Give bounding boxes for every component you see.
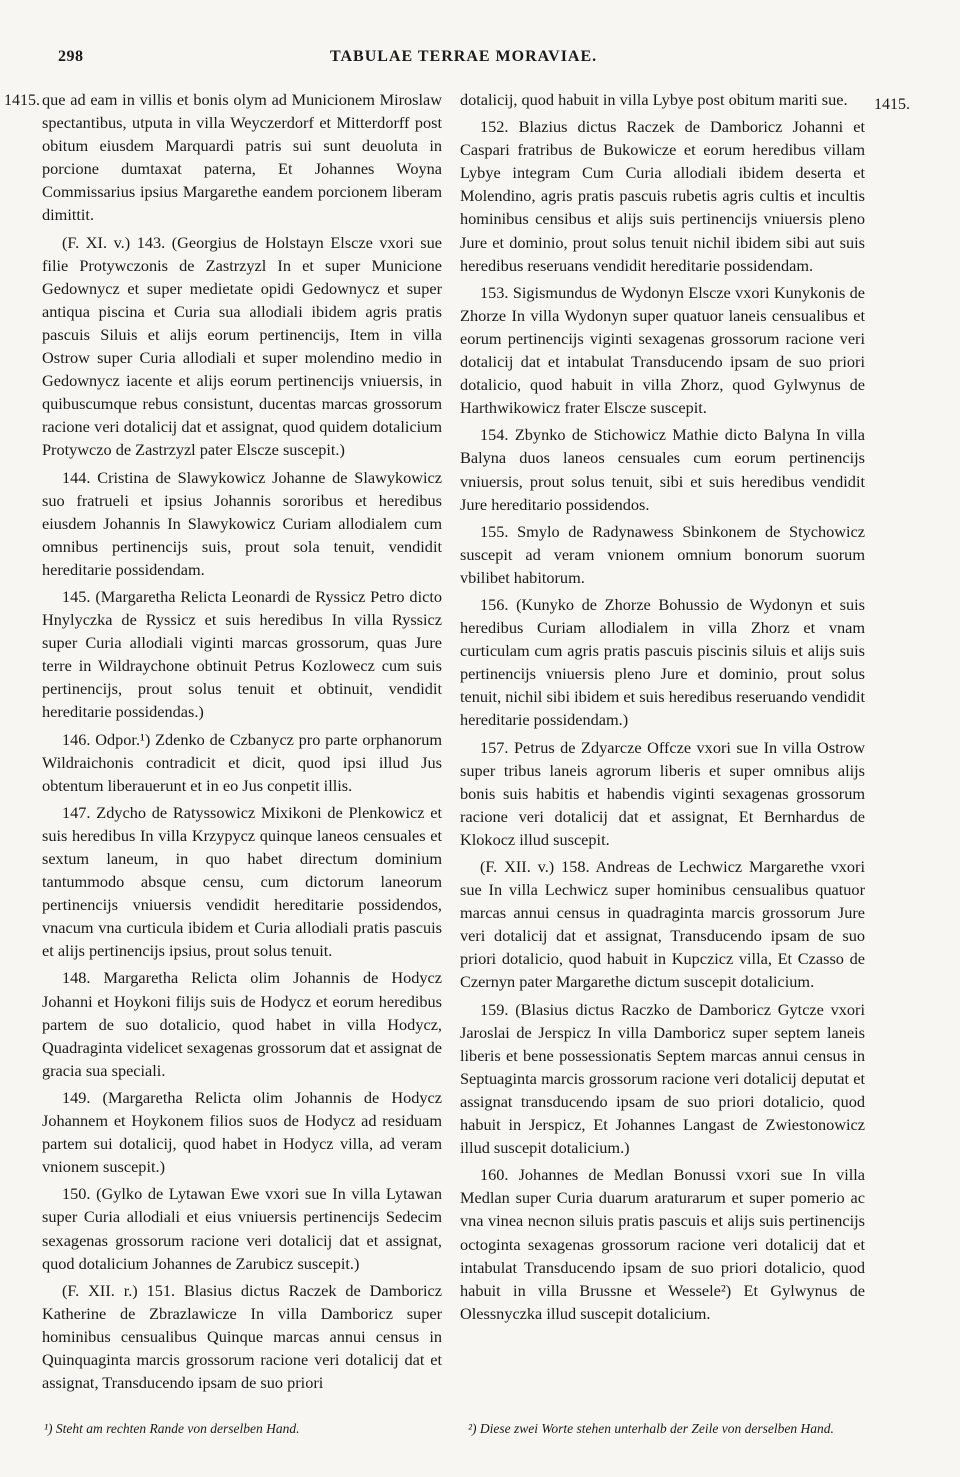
entry-paragraph: 145. (Margaretha Relicta Leonardi de Ryssicz Petro dicto Hnylyczka de Ryssicz et suis heredibus In villa Ryssicz super Curia allodiali viginti marcas grossorum, quas Jure terre in Wildraychone obtinuit Petrus Kozlowecz cum suis pertinencijs, prout solus tenuit et obtinuit, vendidit hereditarie possidendas.) — [42, 586, 442, 722]
entry-paragraph: 147. Zdycho de Ratyssowicz Mixikoni de Plenkowicz et suis heredibus In villa Krzypycz quinque laneos censuales et sextum laneum, in quo habet directum dominium tantummodo absque censu, cum dictorum laneorum pertinencijs vniuersis vendidit hereditarie possidendos, vnacum vna curticula ibidem et Curia allodiali pratis pascuis et alijs pertinencijs ipsius, prout solus tenuit. — [42, 802, 442, 961]
entry-paragraph: 156. (Kunyko de Zhorze Bohussio de Wydonyn et suis heredibus Curiam allodialem in villa Zhorz et vnam curticulam cum agris pratis pascuis piscinis siluis et alijs suis pertinencijs vniuersis pleno Jure et dominio, prout solus tenuit, nichil sibi ibidem et suis heredibus reseruando vendidit hereditarie possidendam.) — [460, 594, 865, 730]
entry-paragraph: que ad eam in villis et bonis olym ad Municionem Miroslaw spectantibus, utputa in villa Weyczerdorf et Mitterdorff post obitum eiusdem Marquardi patris sui sunt deuoluta in porcione dumtaxat paterna, Et Johannes Woyna Commissarius ipsius Margarethe eandem porcionem liberam dimittit. — [42, 90, 442, 225]
margin-year-left: 1415. — [4, 92, 40, 109]
running-title: TABULAE TERRAE MORAVIAE. — [330, 48, 598, 65]
entry-paragraph: 149. (Margaretha Relicta olim Johannis de Hodycz Johannem et Hoykonem filios suos de Hodycz ad residuam partem sui dotalicij, quod habet in Hodycz villa, ad veram vnionem suscepit.) — [42, 1087, 442, 1177]
entry-paragraph: (F. XII. r.) 151. Blasius dictus Raczek de Damboricz Katherine de Zbrazlawicze In villa Damboricz super hominibus censualibus Quinque marcas annui census in Quinquaginta marcis grossorum racione veri dotalicij dat et assignat, Transducendo ipsam de suo priori — [42, 1280, 442, 1393]
entry-paragraph: 153. Sigismundus de Wydonyn Elscze vxori Kunykonis de Zhorze In villa Wydonyn super quatuor laneis censualibus et eorum pertinencijs viginti sexagenas grossorum racione veri dotalicij dat et intabulat Transducendo ipsam de suo priori dotalicio, quod habuit in villa Zhorz, quod Gylwynus de Harthwikowicz frater Elscze suscepit. — [460, 282, 865, 418]
entry-paragraph: 160. Johannes de Medlan Bonussi vxori sue In villa Medlan super Curia duarum araturarum et super pomerio ac vna vinea necnon siluis pratis pascuis et alijs suis pertinencijs octoginta sexagenas grossorum racione veri dotalicij dat et intabulat Transducendo ipsam de suo priori dotalicio, quod habuit in villa Brussne et Wessele²) Et Gylwynus de Olessnyczka illud suscepit dotalicium. — [460, 1165, 865, 1323]
entry-paragraph: dotalicij, quod habuit in villa Lybye post obitum mariti sue. — [460, 90, 848, 109]
margin-year-right: 1415. — [874, 96, 910, 113]
page-header — [0, 44, 960, 74]
entry-paragraph: (F. XI. v.) 143. (Georgius de Holstayn Elscze vxori sue filie Protywczonis de Zastrzyzl In et super Municione Gedownycz et super medietate opidi Gedownycz et super antiqua piscina et Curia sua allodiali ibidem agris pratis pascuis Siluis et alijs eorum pertinencijs, Item in villa Ostrow super Curia allodiali et super molendino medio in Gedownycz iacente et alijs eorum pertinencijs vniuersis, in quibuscumque rebus consistunt, ducentas marcas grossorum racione veri dotalicij dat et assignat, quod quidem dotalicium Protywczo de Zastrzyzl pater Elscze suscepit.) — [42, 232, 442, 460]
entry-paragraph: 150. (Gylko de Lytawan Ewe vxori sue In villa Lytawan super Curia allodiali et eius vniuersis pertinencijs Sedecim sexagenas grossorum racione veri dotalicij dat et assignat, quod dotalicium Johannes de Zarubicz suscepit.) — [42, 1184, 442, 1273]
entry-paragraph: 144. Cristina de Slawykowicz Johanne de Slawykowicz suo fratrueli et ipsius Johannis sororibus et heredibus eiusdem Johannis In Slawykowicz Curiam allodialem cum omnibus pertinencijs suis, prout sola tenuit, vendidit hereditarie possidendam. — [42, 467, 442, 579]
entry-paragraph: 146. Odpor.¹) Zdenko de Czbanycz pro parte orphanorum Wildraichonis contradicit et dicit, quod ipsi illud Jus obtentum liberauerunt et in eo Jus conpetit illis. — [42, 729, 442, 795]
page-number: 298 — [58, 48, 84, 65]
entry-paragraph: 152. Blazius dictus Raczek de Damboricz Johanni et Caspari fratribus de Bukowicze et eorum heredibus villam Lybye integram Cum Curia allodiali ibidem deserta et Molendino, agris pratis pascuis rubetis agris cultis et incultis hominibus censibus et alijs suis pertinencijs vniuersis pleno Jure et dominio, prout solus tenuit nichil ibidem sibi aut suis heredibus reseruans vendidit hereditarie possidendam. — [460, 117, 865, 275]
entry-paragraph: 155. Smylo de Radynawess Sbinkonem de Stychowicz suscepit ad veram vnionem omnium bonorum suorum vbilibet habitorum. — [460, 521, 865, 587]
right-column — [460, 88, 865, 1329]
entry-paragraph: 148. Margaretha Relicta olim Johannis de Hodycz Johanni et Hoykoni filijs suis de Hodycz et eorum heredibus partem de suo dotalicio, quod habet in villa Hodycz, Quadraginta videlicet sexagenas grossorum dat et assignat de gracia sua speciali. — [42, 968, 442, 1080]
entry-paragraph: 157. Petrus de Zdyarcze Offcze vxori sue In villa Ostrow super tribus laneis agrorum liberis et super omnibus alijs bonis suis habitis et habendis viginti sexagenas grossorum racione veri dotalicij dat et assignat, Et Bernhardus de Klokocz illud suscepit. — [460, 737, 865, 849]
footnote-2: ²) Diese zwei Worte stehen unterhalb der Zeile von derselben Hand. — [468, 1421, 834, 1436]
entry-paragraph: (F. XII. v.) 158. Andreas de Lechwicz Margarethe vxori sue In villa Lechwicz super hominibus censualibus quatuor marcas annui census in quadraginta marcis grossorum Jure veri dotalicij dat et assignat, Transducendo ipsam de suo priori dotalicio, quod habuit in Kupczicz villa, Et Czasso de Czernyn pater Margarethe dictum suscepit dotalicium. — [460, 857, 865, 992]
footnote-1: ¹) Steht am rechten Rande von derselben Hand. — [44, 1421, 300, 1436]
entry-paragraph: 154. Zbynko de Stichowicz Mathie dicto Balyna In villa Balyna duos laneos censuales cum eorum pertinencijs vniuersis, prout solus tenuit, sibi et suis heredibus vendidit Jure hereditario possidendos. — [460, 425, 865, 514]
entry-paragraph: 159. (Blasius dictus Raczko de Damboricz Gytcze vxori Jaroslai de Jerspicz In villa Damboricz super septem laneis liberis et bene possessionatis Septem marcas annui census in Septuaginta marcis grossorum racione veri dotalicij deputat et assignat transducendo ipsam de suo priori dotalicio, quod habuit in Jerspicz, Et Johannes Langast de Zwiestonowicz illud suscepit dotalicium.) — [460, 999, 865, 1158]
left-column — [42, 88, 442, 1398]
